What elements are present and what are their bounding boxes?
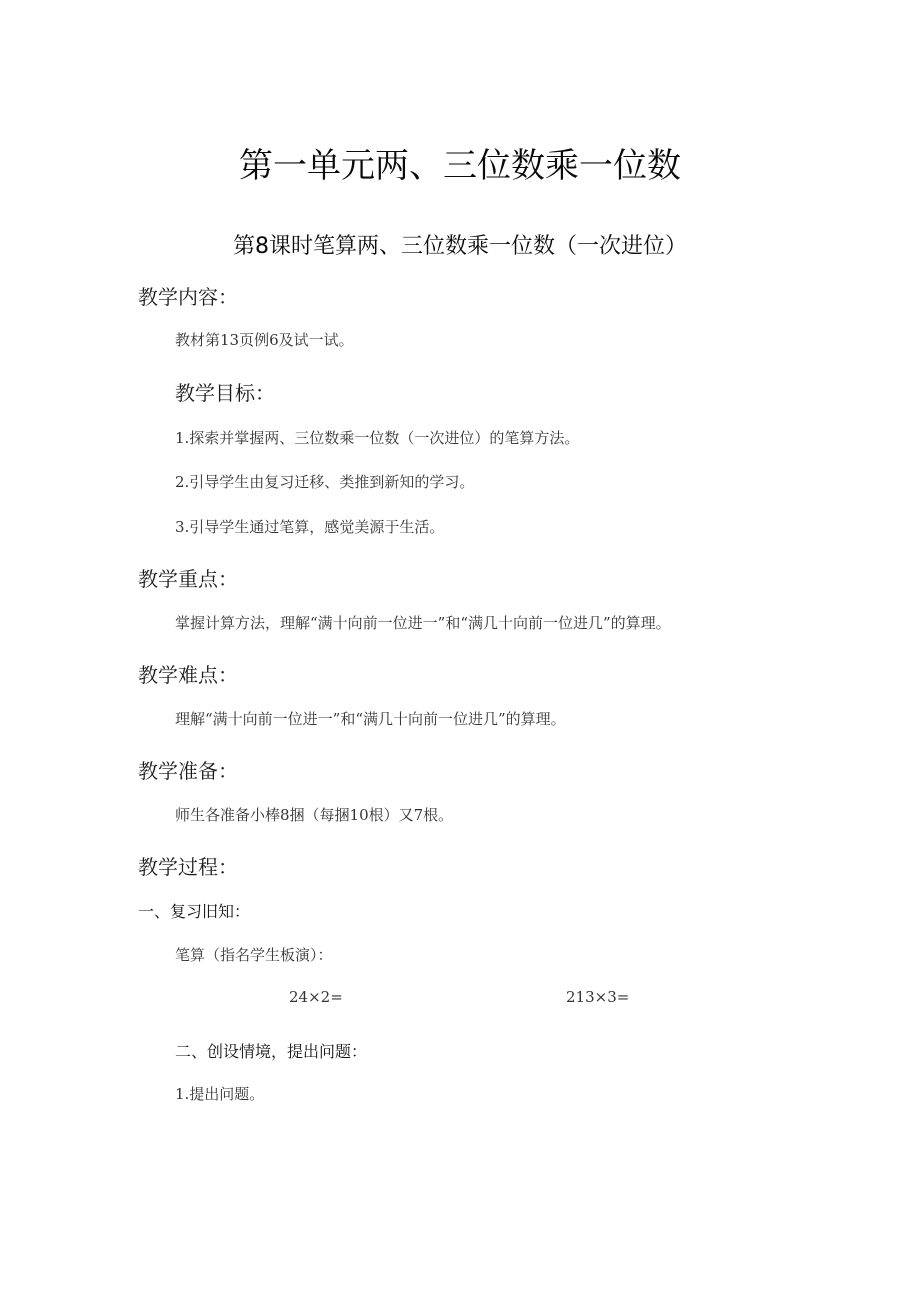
- lesson-subtitle: 第8课时笔算两、三位数乘一位数（一次进位）: [233, 234, 687, 259]
- preparation-heading: 教学准备：: [138, 759, 238, 783]
- key-points-heading: 教学重点：: [138, 567, 238, 591]
- content-heading: 教学内容：: [138, 285, 238, 309]
- content-text: 教材第13页例6及试一试。: [175, 331, 354, 349]
- exercise-2: 213×3=: [566, 988, 630, 1006]
- scenario-section-heading: 二、创设情境，提出问题：: [175, 1042, 368, 1061]
- review-section-heading: 一、复习旧知：: [138, 902, 251, 921]
- review-section-text: 笔算（指名学生板演）：: [175, 946, 333, 964]
- difficulty-heading: 教学难点：: [138, 663, 238, 687]
- goal-item-2: 2.引导学生由复习迁移、类推到新知的学习。: [175, 473, 475, 491]
- goals-heading: 教学目标：: [175, 381, 275, 405]
- preparation-text: 师生各准备小棒8捆（每捆10根）又7根。: [175, 806, 454, 824]
- difficulty-text: 理解“满十向前一位进一”和“满几十向前一位进几”的算理。: [175, 710, 566, 728]
- process-heading: 教学过程：: [138, 855, 238, 879]
- exercise-1: 24×2=: [289, 988, 343, 1006]
- key-points-text: 掌握计算方法，理解“满十向前一位进一”和“满几十向前一位进几”的算理。: [175, 614, 671, 632]
- scenario-item-1: 1.提出问题。: [175, 1085, 265, 1103]
- goal-item-3: 3.引导学生通过笔算，感觉美源于生活。: [175, 518, 445, 536]
- document-title: 第一单元两、三位数乘一位数: [239, 146, 681, 186]
- goal-item-1: 1.探索并掌握两、三位数乘一位数（一次进位）的笔算方法。: [175, 429, 580, 447]
